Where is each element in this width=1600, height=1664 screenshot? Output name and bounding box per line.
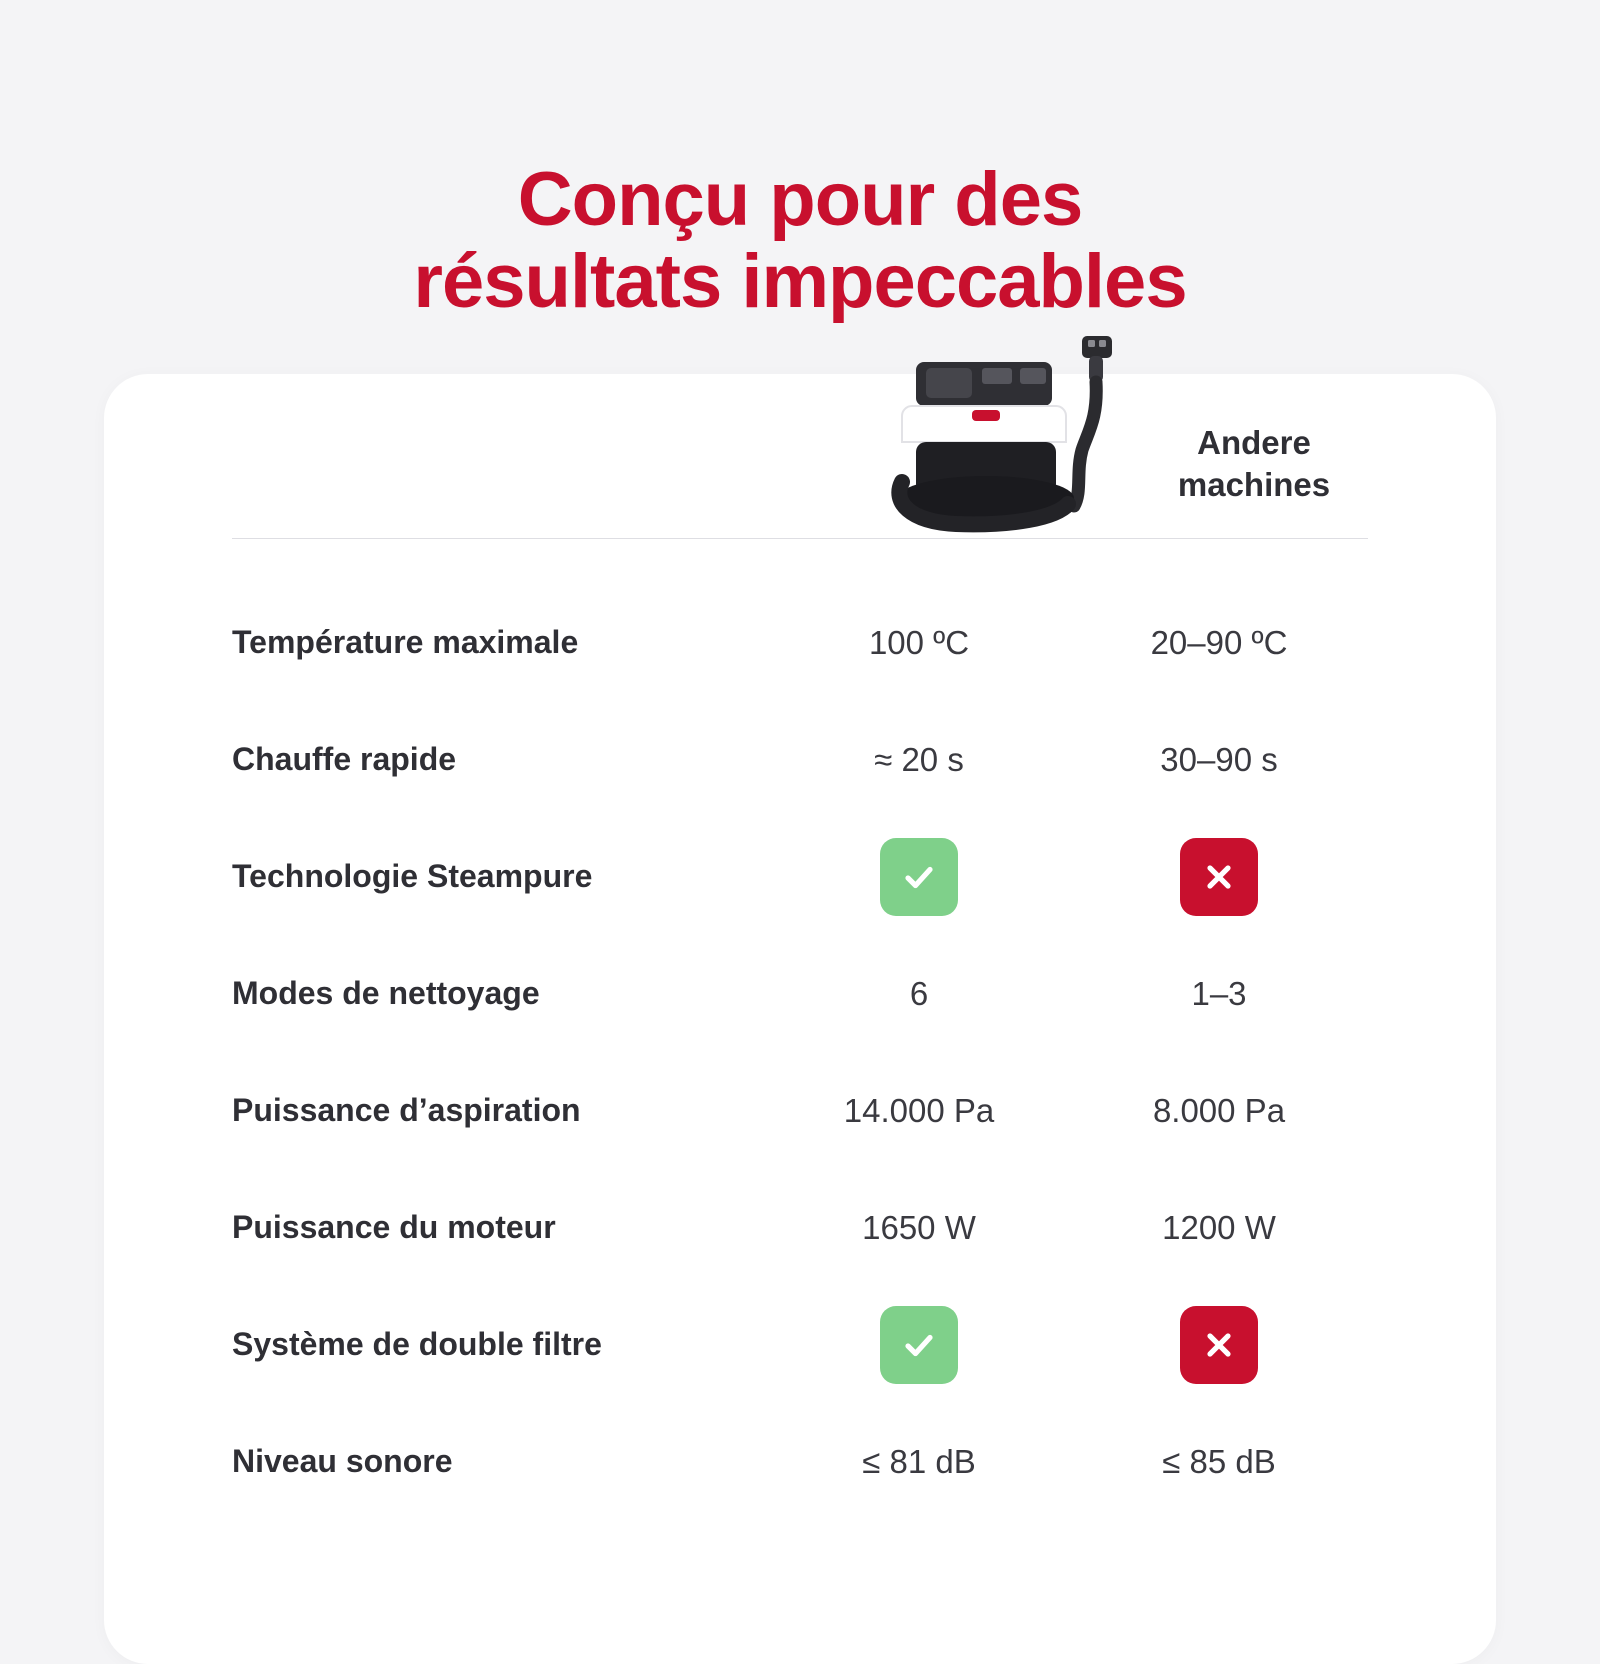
check-icon	[880, 1306, 958, 1384]
column-header-other-machines	[1104, 422, 1404, 506]
row-value-other: 1200 W	[1162, 1208, 1276, 1246]
row-value-product	[814, 1306, 1024, 1384]
row-value-product: ≈ 20 s	[874, 740, 964, 778]
row-label: Chauffe rapide	[232, 741, 457, 777]
row-value-other: ≤ 85 dB	[1162, 1442, 1276, 1480]
column-header-other-line-1: Andere	[1197, 424, 1311, 461]
check-icon	[880, 838, 958, 916]
page-title	[0, 156, 1600, 324]
row-value-other: 1–3	[1191, 974, 1247, 1012]
table-row	[104, 1169, 1496, 1286]
row-value-product	[814, 838, 1024, 916]
page-title-line-2: résultats impeccables	[413, 238, 1187, 324]
row-label: Température maximale	[232, 624, 579, 660]
row-value-product: 14.000 Pa	[843, 1091, 995, 1129]
row-label: Modes de nettoyage	[232, 975, 540, 1011]
row-value-product: 1650 W	[862, 1208, 976, 1246]
header-divider	[232, 538, 1368, 539]
row-value-product: 100 ºC	[868, 623, 970, 661]
row-label: Système de double filtre	[232, 1326, 602, 1362]
table-row	[104, 1286, 1496, 1403]
table-row	[104, 1403, 1496, 1520]
row-label: Puissance du moteur	[232, 1209, 556, 1245]
column-header-other-line-2: machines	[1177, 466, 1331, 504]
page-title-line-1: Conçu pour des	[517, 156, 1083, 242]
row-value-other: 30–90 s	[1160, 740, 1278, 778]
comparison-rows	[104, 584, 1496, 1520]
table-row	[104, 818, 1496, 935]
row-label: Puissance d’aspiration	[232, 1092, 581, 1128]
comparison-card	[104, 374, 1496, 1664]
row-value-other	[1104, 838, 1334, 916]
cross-icon	[1180, 1306, 1258, 1384]
row-value-other	[1104, 1306, 1334, 1384]
row-label: Technologie Steampure	[232, 858, 593, 894]
table-row	[104, 1052, 1496, 1169]
row-value-product: ≤ 81 dB	[862, 1442, 976, 1480]
table-row	[104, 935, 1496, 1052]
table-row	[104, 584, 1496, 701]
row-value-product: 6	[909, 974, 929, 1012]
row-value-other: 20–90 ºC	[1150, 623, 1288, 661]
row-value-other: 8.000 Pa	[1152, 1091, 1286, 1129]
table-row	[104, 701, 1496, 818]
row-label: Niveau sonore	[232, 1443, 453, 1479]
cross-icon	[1180, 838, 1258, 916]
